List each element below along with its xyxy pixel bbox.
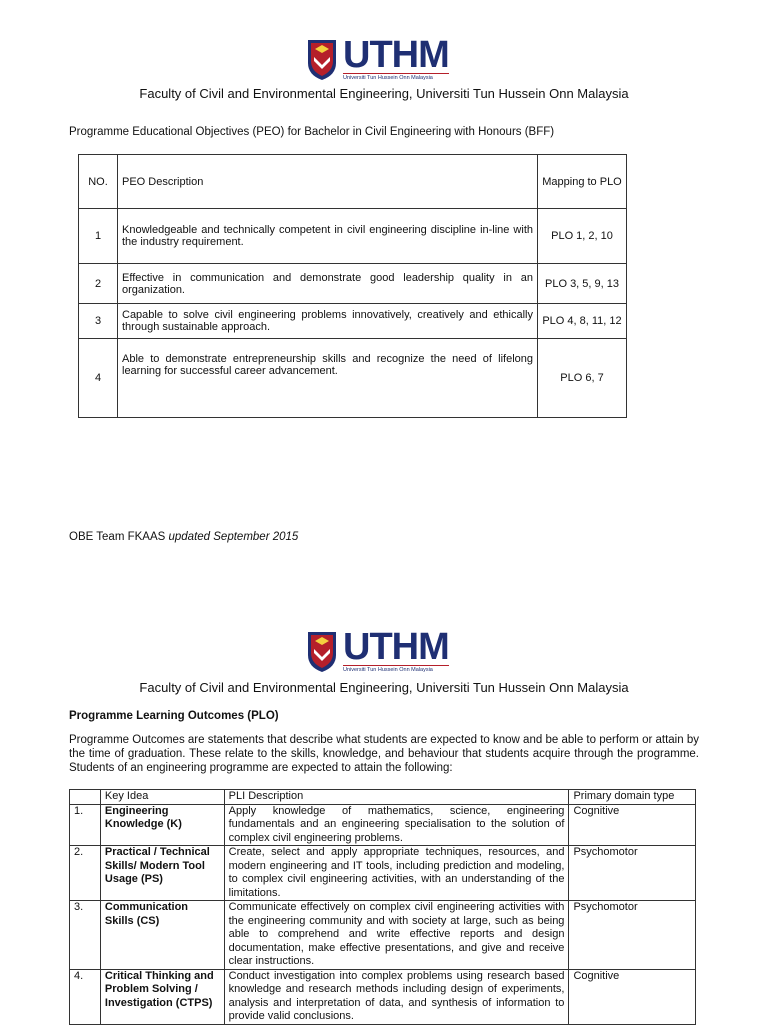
peo-table bbox=[78, 154, 627, 418]
plo-cell-no: 1. bbox=[70, 804, 101, 846]
logo-subtitle: Universiti Tun Hussein Onn Malaysia bbox=[343, 665, 449, 673]
peo-heading: Programme Educational Objectives (PEO) for Bachelor in Civil Engineering with Honours (BFF) bbox=[69, 126, 555, 138]
plo-cell-key: Practical / Technical Skills/ Modern Tool Usage (PS) bbox=[100, 846, 224, 901]
table-row bbox=[70, 969, 696, 1024]
peo-cell-desc: Effective in communication and demonstrate good leadership quality in an organization. bbox=[118, 264, 538, 304]
faculty-title: Faculty of Civil and Environmental Engineering, Universiti Tun Hussein Onn Malaysia bbox=[139, 86, 629, 101]
faculty-title: Faculty of Civil and Environmental Engineering, Universiti Tun Hussein Onn Malaysia bbox=[139, 680, 629, 695]
peo-cell-desc: Knowledgeable and technically competent in civil engineering discipline in-line with the industry requirement. bbox=[118, 209, 538, 264]
plo-cell-type: Psychomotor bbox=[569, 901, 696, 970]
table-row bbox=[70, 901, 696, 970]
table-row bbox=[79, 209, 627, 264]
footer-note bbox=[69, 531, 298, 543]
footer-team: OBE Team FKAAS bbox=[69, 531, 166, 543]
plo-cell-desc: Apply knowledge of mathematics, science, engineering fundamentals and an engineering specialisation to the solution of complex civil engineering problems. bbox=[224, 804, 569, 846]
logo-wordmark: UTHM bbox=[343, 34, 449, 76]
peo-cell-map: PLO 3, 5, 9, 13 bbox=[538, 264, 627, 304]
table-row bbox=[70, 846, 696, 901]
peo-cell-map: PLO 4, 8, 11, 12 bbox=[538, 304, 627, 339]
table-row bbox=[70, 804, 696, 846]
table-row bbox=[79, 264, 627, 304]
plo-cell-no: 2. bbox=[70, 846, 101, 901]
peo-cell-desc: Capable to solve civil engineering problems innovatively, creatively and ethically through sustainable approach. bbox=[118, 304, 538, 339]
peo-cell-no: 1 bbox=[79, 209, 118, 264]
peo-header-row bbox=[79, 155, 627, 209]
plo-cell-key: Communication Skills (CS) bbox=[100, 901, 224, 970]
peo-header-desc: PEO Description bbox=[118, 155, 538, 209]
plo-table bbox=[69, 789, 696, 1025]
plo-cell-desc: Communicate effectively on complex civil engineering activities with the engineering community and with society at large, such as being able to comprehend and write effective reports and design documentation, make effective presentations, and give and receive clear instructions. bbox=[224, 901, 569, 970]
peo-header-no: NO. bbox=[79, 155, 118, 209]
peo-header-map: Mapping to PLO bbox=[538, 155, 627, 209]
peo-cell-no: 2 bbox=[79, 264, 118, 304]
plo-header-key: Key Idea bbox=[100, 790, 224, 805]
peo-cell-no: 3 bbox=[79, 304, 118, 339]
plo-cell-type: Psychomotor bbox=[569, 846, 696, 901]
table-row bbox=[79, 339, 627, 418]
plo-cell-key: Critical Thinking and Problem Solving / Investigation (CTPS) bbox=[100, 969, 224, 1024]
plo-header-type: Primary domain type bbox=[569, 790, 696, 805]
plo-cell-desc: Create, select and apply appropriate techniques, resources, and modern engineering and IT tools, including prediction and modeling, to complex civil engineering activities, with an understanding of the limitations. bbox=[224, 846, 569, 901]
plo-heading: Programme Learning Outcomes (PLO) bbox=[69, 710, 279, 722]
logo-wordmark: UTHM bbox=[343, 626, 449, 668]
plo-header-desc: PLI Description bbox=[224, 790, 569, 805]
plo-cell-no: 4. bbox=[70, 969, 101, 1024]
peo-cell-map: PLO 6, 7 bbox=[538, 339, 627, 418]
peo-cell-map: PLO 1, 2, 10 bbox=[538, 209, 627, 264]
table-row bbox=[79, 304, 627, 339]
plo-cell-type: Cognitive bbox=[569, 969, 696, 1024]
uthm-logo bbox=[307, 626, 449, 673]
plo-cell-desc: Conduct investigation into complex problems using research based knowledge and research methods including design of experiments, analysis and interpretation of data, and synthesis of information to provide valid conclusions. bbox=[224, 969, 569, 1024]
university-crest-icon bbox=[307, 631, 337, 673]
footer-updated: updated September 2015 bbox=[168, 531, 299, 543]
plo-intro: Programme Outcomes are statements that describe what students are expected to know and be able to perform or attain by the time of graduation. These relate to the skills, knowledge, and behaviour that students acquire through the programme. Students of an engineering programme are expected to attain the following: bbox=[69, 734, 699, 774]
peo-cell-desc: Able to demonstrate entrepreneurship skills and recognize the need of lifelong learning for successful career advancement. bbox=[118, 339, 538, 418]
uthm-logo bbox=[307, 34, 449, 81]
plo-cell-type: Cognitive bbox=[569, 804, 696, 846]
plo-header-row bbox=[70, 790, 696, 805]
peo-cell-no: 4 bbox=[79, 339, 118, 418]
university-crest-icon bbox=[307, 39, 337, 81]
plo-header-no bbox=[70, 790, 101, 805]
plo-cell-no: 3. bbox=[70, 901, 101, 970]
logo-subtitle: Universiti Tun Hussein Onn Malaysia bbox=[343, 73, 449, 81]
plo-cell-key: Engineering Knowledge (K) bbox=[100, 804, 224, 846]
